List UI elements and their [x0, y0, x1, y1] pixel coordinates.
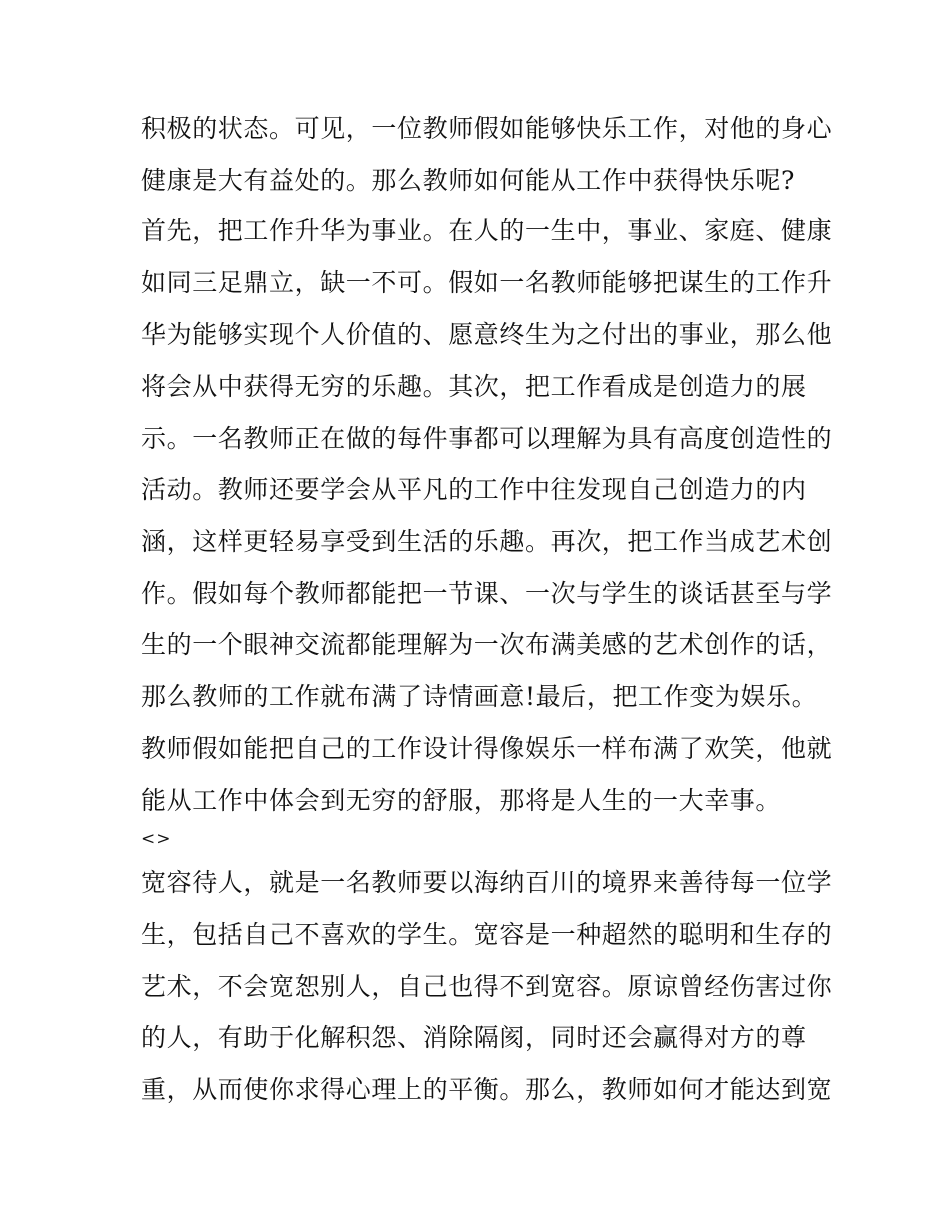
text-line-17: 生，包括自己不喜欢的学生。宽容是一种超然的聪明和生存的 — [141, 920, 833, 949]
text-line-14: 能从工作中体会到无穷的舒服，那将是人生的一大幸事。 — [141, 786, 782, 815]
text-line-11: 生的一个眼神交流都能理解为一次布满美感的艺术创作的话， — [141, 630, 833, 659]
text-line-1: 积极的状态。可见，一位教师假如能够快乐工作，对他的身心 — [141, 114, 833, 143]
text-line-13: 教师假如能把自己的工作设计得像娱乐一样布满了欢笑，他就 — [141, 734, 833, 763]
text-line-5: 华为能够实现个人价值的、愿意终生为之付出的事业，那么他 — [141, 320, 833, 349]
text-line-7: 示。一名教师正在做的每件事都可以理解为具有高度创造性的 — [141, 424, 833, 453]
text-line-12: 那么教师的工作就布满了诗情画意!最后，把工作变为娱乐。 — [141, 682, 818, 711]
text-line-6: 将会从中获得无穷的乐趣。其次，把工作看成是创造力的展 — [141, 372, 807, 401]
text-line-19: 的人，有助于化解积怨、消除隔阂，同时还会赢得对方的尊 — [141, 1023, 807, 1052]
text-line-10: 作。假如每个教师都能把一节课、一次与学生的谈话甚至与学 — [141, 579, 833, 608]
text-line-2: 健康是大有益处的。那么教师如何能从工作中获得快乐呢? — [141, 166, 796, 195]
text-line-4: 如同三足鼎立，缺一不可。假如一名教师能够把谋生的工作升 — [141, 268, 833, 297]
text-line-15: <> — [141, 829, 172, 849]
text-line-20: 重，从而使你求得心理上的平衡。那么，教师如何才能达到宽 — [141, 1075, 833, 1104]
text-line-9: 涵，这样更轻易享受到生活的乐趣。再次，把工作当成艺术创 — [141, 527, 833, 556]
text-line-18: 艺术，不会宽恕别人，自己也得不到宽容。原谅曾经伤害过你 — [141, 972, 833, 1001]
text-line-8: 活动。教师还要学会从平凡的工作中往发现自己创造力的内 — [141, 475, 807, 504]
text-line-16: 宽容待人，就是一名教师要以海纳百川的境界来善待每一位学 — [141, 868, 833, 897]
text-line-3: 首先，把工作升华为事业。在人的一生中，事业、家庭、健康 — [141, 216, 833, 245]
